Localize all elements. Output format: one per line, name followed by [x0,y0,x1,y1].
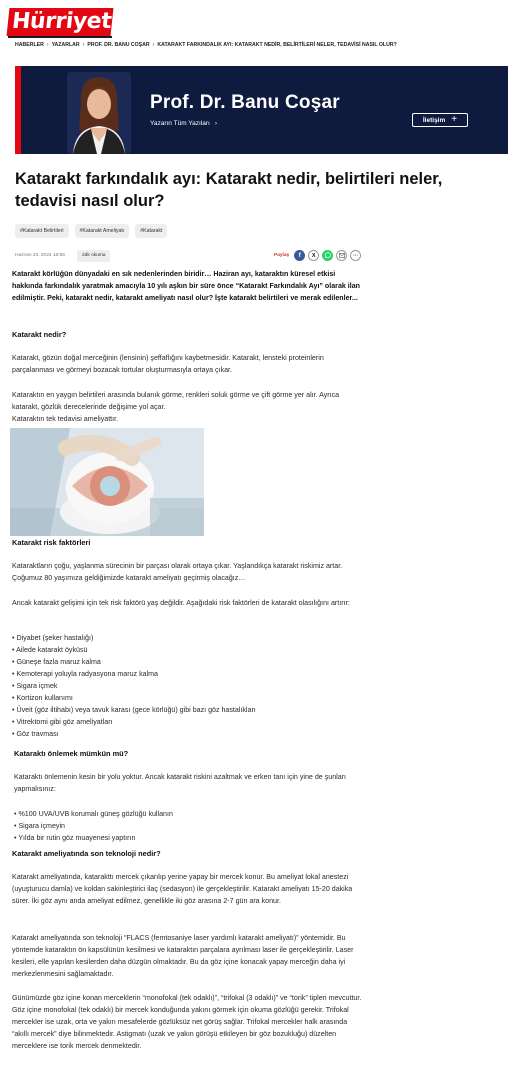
paragraph: Katarakt, gözün doğal merceğinin (lensinin) şeffaflığını kaybetmesidir. Katarakt, lensteki proteinlerin parçalanması ve görmeyi bozacak tortular oluşturmasıyla ortaya çıkar. [12,354,324,374]
tag-katarakt-belirtileri[interactable]: #Katarakt Belirtileri [15,224,69,238]
banner-accent-stripe [15,66,21,154]
list-item: • Güneşe fazla maruz kalma [12,658,101,666]
paragraph: Katarakt ameliyatında, katarakttı mercek çıkarılıp yerine yapay bir mercek konur. Bu ameliyat lokal anestezi (uyuşturucu damla) ve koldan sakinleştirici ilaç (sedasyon) ile gerçekleştirilir. Katarakt ameliyatı 15-20 dakika sürer. İki göz aynı anda ameliyat edilmez, genellikle iki göz arasına 2-7 gün ara konur. [12,873,353,905]
paragraph: Günümüzde göz içine konan merceklerin “monofokal (tek odaklı)”, “trifokal (3 odaklı)” ve “torik” tipleri mevcuttur. Göz içine monofokal (tek odaklı) bir mercek konduğunda yakını görmek için okuma gözlüğü gerekir. Trifokal mercekler ise uzak, orta ve yakın mesafelerde gözlüksüz net görüş sağlar. Trifokal mercekler halk arasında “akıllı mercek” diye bilinmektedir. Astigmatı (uzak ve yakın görüşü etkileyen bir göz bozukluğu) düzelten merceklere ise torik mercek denmektedir. [12,994,362,1050]
tag-list [15,224,167,238]
list-item: • Sigara içmek [12,682,58,690]
author-banner [15,66,508,154]
breadcrumb-item-author[interactable]: PROF. DR. BANU COŞAR [87,42,150,48]
risk-factor-list [12,632,362,740]
whatsapp-icon[interactable] [322,250,333,261]
share-label: Paylaş [274,253,290,258]
contact-button[interactable] [412,113,468,127]
paragraph: Kataraktı önlemenin kesin bir yolu yoktur. Ancak katarakt riskini azaltmak ve erken tanı için yine de şunları yapmalısınız: [14,773,346,793]
list-item: • Kemoterapi yoluyla radyasyona maruz kalma [12,670,159,678]
list-item: • Sigara içmeyin [14,822,65,830]
list-item: • %100 UVA/UVB korumalı güneş gözlüğü kullanın [14,810,173,818]
section-title-son-teknoloji: Katarakt ameliyatında son teknoloji nedir? [12,849,161,858]
mail-icon[interactable] [336,250,347,261]
author-photo [67,72,131,154]
list-item: • Üveit (göz iltihabı) veya tavuk karası (gece körlüğü) gibi bazı göz hastalıkları [12,706,256,714]
section-title-katarakt-nedir: Katarakt nedir? [12,330,67,339]
plus-icon: + [451,114,458,125]
chevron-right-icon: › [82,42,85,48]
breadcrumb-item-yazarlar[interactable]: YAZARLAR [51,42,80,48]
list-item: • Yılda bir rutin göz muayenesi yaptırın [14,834,136,842]
more-options-icon[interactable]: ··· [350,250,361,261]
list-item: • Ailede katarakt öyküsü [12,646,88,654]
section-title-risk-faktorleri: Katarakt risk faktörleri [12,538,91,547]
prevention-list [14,808,364,844]
tag-katarakt-ameliyati[interactable]: #Katarakt Ameliyatı [75,224,130,238]
list-item: • Vitrektomi gibi göz ameliyatları [12,718,113,726]
facebook-icon[interactable]: f [294,250,305,261]
paragraph: Katarakt ameliyatında son teknoloji “FLACS (femtosaniye laser yardımlı katarakt ameliyatı)” yöntemidir. Bu yöntemde kataraktın ön kapsülünün kesilmesi ve kataraktın parçalara ayrılması laser ile gerçekleştirilir. Laser kesileri, elle yapılan kesilerden daha düzgün olmaktadır. Bu da göz içine konacak yapay merceğin daha iyi merkezlenmesini sağlamaktadır. [12,934,354,978]
read-time-badge: 2dk okuma [77,250,110,262]
logo-underline [8,36,112,38]
breadcrumb [15,42,397,48]
chevron-right-icon: › [214,120,218,127]
author-name: Prof. Dr. Banu Coşar [150,92,340,113]
tag-katarakt[interactable]: #Katarakt [135,224,167,238]
article-lead: Katarakt körlüğün dünyadaki en sık nedenlerinden biridir… Haziran ayı, kataraktın küresel etkisi hakkında farkındalık yaratmak amacıyla 10 yılı aşkın bir süre önce “Katarakt Farkındalık Ayı” olarak ilan edilmiştir. Peki, katarakt nedir, katarakt ameliyatı nasıl olur? İşte katarakt belirtileri ve merak edilenler... [12,270,361,302]
eye-model-image [10,428,204,536]
paragraph: Kataraktların çoğu, yaşlanma sürecinin bir parçası olarak ortaya çıkar. Yaşlandıkça katarakt riskimiz artar. Çoğumuz 80 yaşımıza geldiğimizde katarakt ameliyatı geçirmiş olacağız… [12,562,343,582]
paragraph: Ancak katarakt gelişimi için tek risk faktörü yaş değildir. Aşağıdaki risk faktörleri de katarakt olasılığını artırır: [12,599,350,607]
paragraph: Kataraktın en yaygın belirtileri arasında bulanık görme, renkleri soluk görme ve çift görme yer alır. Ayrıca katarakt, gözlük derecelerinde değişime yol açar. [12,391,340,411]
publish-date: Haziran 23, 2024 16:56 [15,253,65,258]
chevron-right-icon: › [152,42,155,48]
x-twitter-icon[interactable]: X [308,250,319,261]
article-title: Katarakt farkındalık ayı: Katarakt nedir, belirtileri neler, tedavisi nasıl olur? [15,170,443,210]
author-all-posts-link[interactable] [150,120,217,127]
breadcrumb-item-haberler[interactable]: HABERLER [15,42,44,48]
hurriyet-logo[interactable]: Hürriyet [7,8,114,36]
list-item: • Göz travması [12,730,59,738]
list-item: • Diyabet (şeker hastalığı) [12,634,94,642]
chevron-right-icon: › [46,42,49,48]
contact-label: İletişim [422,116,446,124]
share-bar [274,250,361,261]
paragraph: Kataraktın tek tedavisi ameliyattır. [12,415,119,423]
breadcrumb-item-current: KATARAKT FARKINDALIK AYI: KATARAKT NEDİR, BELİRTİLERİ NELER, TEDAVİSİ NASIL OLUR? [157,42,397,48]
list-item: • Kortizon kullanımı [12,694,73,702]
section-title-onleme: Kataraktı önlemek mümkün mü? [14,749,129,758]
all-posts-label: Yazarın Tüm Yazıları [150,120,210,127]
